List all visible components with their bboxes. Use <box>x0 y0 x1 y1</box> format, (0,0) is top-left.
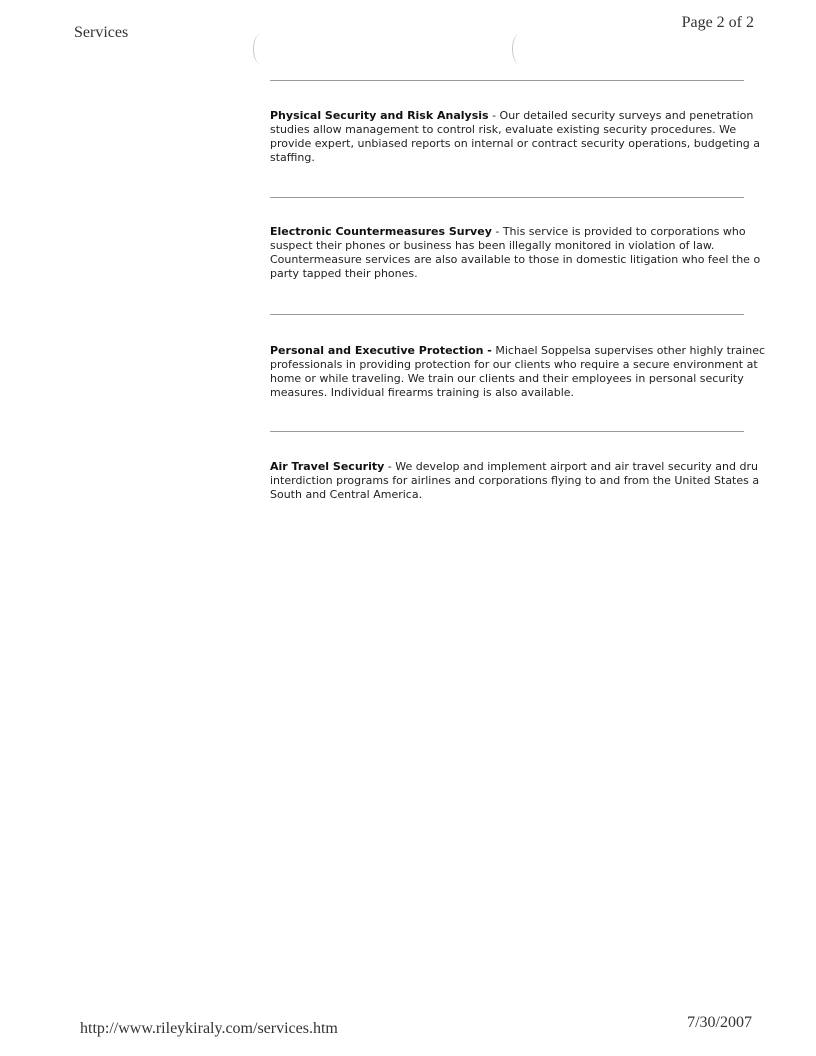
service-heading: Personal and Executive Protection - <box>270 344 492 357</box>
services-content <box>270 80 816 502</box>
service-text-line: Michael Soppelsa supervises other highly trainec <box>495 344 766 357</box>
service-physical-security <box>270 109 816 165</box>
service-separator: - <box>488 109 500 122</box>
service-first-line <box>270 460 816 474</box>
punch-hole-mark <box>253 34 268 64</box>
section-divider <box>270 80 744 81</box>
service-text-line: professionals in providing protection for our clients who require a secure environment at <box>270 358 758 371</box>
service-text-line: Countermeasure services are also available to those in domestic litigation who feel the o <box>270 253 761 266</box>
service-text-line: South and Central America. <box>270 488 423 501</box>
service-heading: Physical Security and Risk Analysis <box>270 109 489 122</box>
service-air-travel-security <box>270 460 816 502</box>
service-text-line: staffing. <box>270 151 315 164</box>
service-separator: - <box>384 460 396 473</box>
service-heading: Electronic Countermeasures Survey <box>270 225 492 238</box>
service-electronic-countermeasures <box>270 225 816 281</box>
service-text-line: provide expert, unbiased reports on internal or contract security operations, budgeting a <box>270 137 761 150</box>
service-first-line <box>270 225 816 239</box>
service-text-line: studies allow management to control risk, evaluate existing security procedures. We <box>270 123 737 136</box>
service-text-line: home or while traveling. We train our clients and their employees in personal security <box>270 372 744 385</box>
section-divider <box>270 197 744 198</box>
service-executive-protection <box>270 344 816 400</box>
service-heading: Air Travel Security <box>270 460 385 473</box>
section-divider <box>270 314 744 315</box>
service-text-line: interdiction programs for airlines and corporations flying to and from the United States a <box>270 474 760 487</box>
print-header-title: Services <box>74 24 129 41</box>
section-divider <box>270 431 744 432</box>
service-first-line <box>270 109 816 123</box>
service-text-line: Our detailed security surveys and penetration <box>499 109 754 122</box>
service-text-line: suspect their phones or business has been illegally monitored in violation of law. <box>270 239 715 252</box>
print-footer-date: 7/30/2007 <box>687 1014 752 1031</box>
service-separator: - <box>491 225 503 238</box>
punch-hole-mark <box>512 34 527 64</box>
print-header-page-number: Page 2 of 2 <box>681 14 754 31</box>
service-first-line <box>270 344 816 358</box>
service-text-line: party tapped their phones. <box>270 267 418 280</box>
service-text-line: measures. Individual firearms training is also available. <box>270 386 575 399</box>
service-text-line: This service is provided to corporations who <box>502 225 746 238</box>
print-footer-url: http://www.rileykiraly.com/services.htm <box>80 1020 338 1037</box>
service-text-line: We develop and implement airport and air travel security and dru <box>395 460 758 473</box>
